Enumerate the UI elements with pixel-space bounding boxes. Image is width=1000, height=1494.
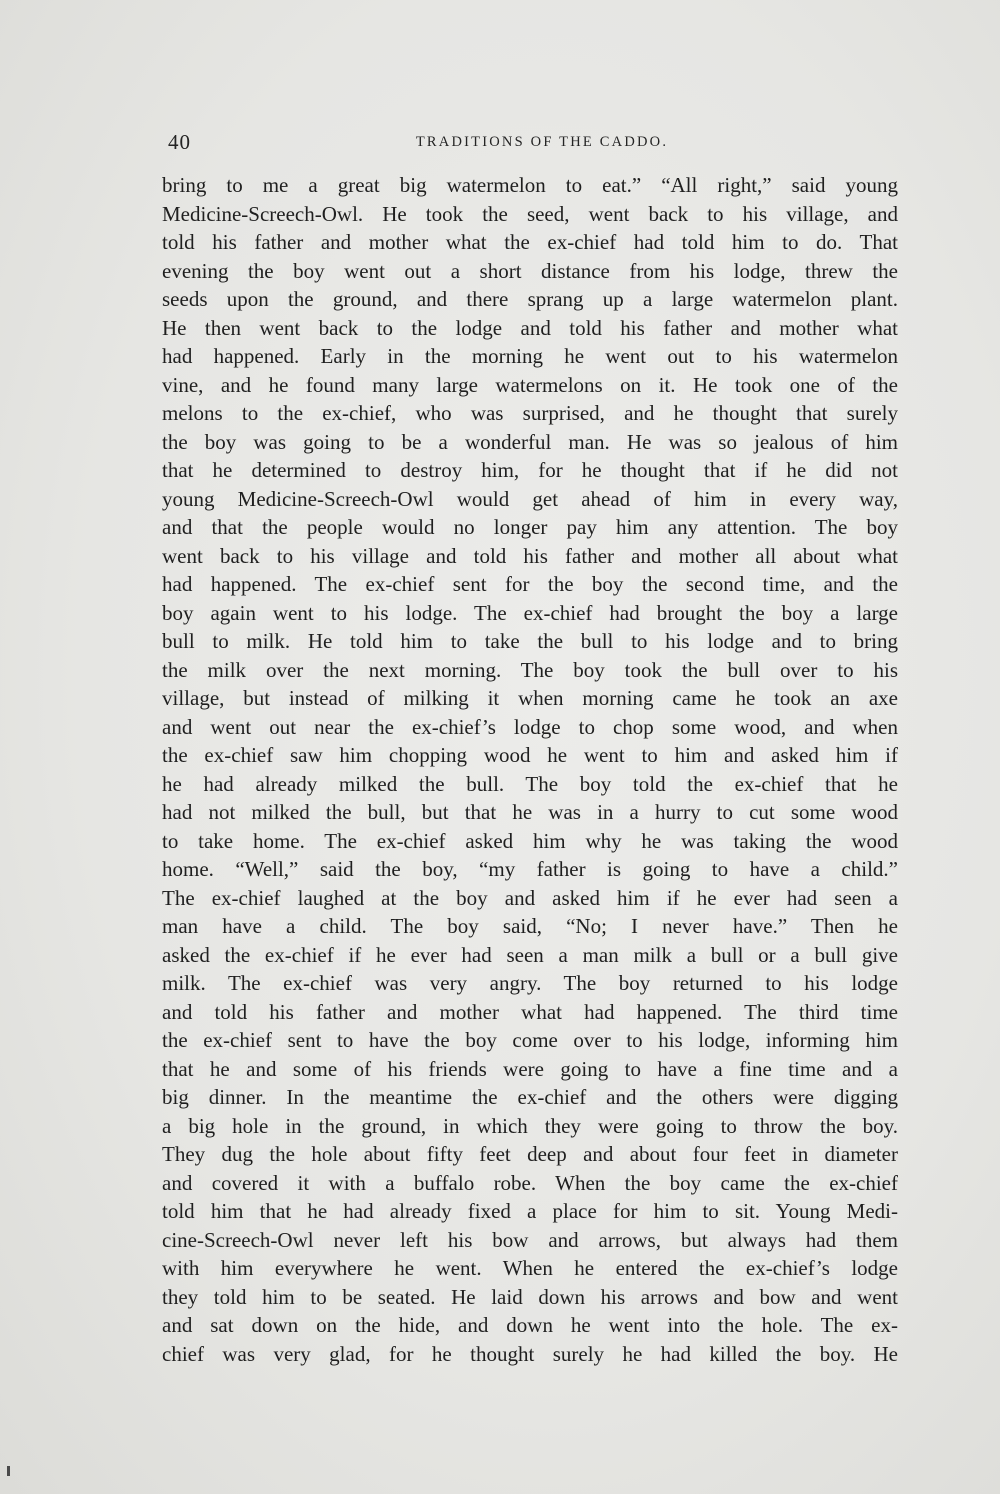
body-line: that he and some of his friends were going to have a fine time and a	[162, 1056, 898, 1081]
body-line: man have a child. The boy said, “No; I never have.” Then he	[162, 914, 898, 938]
body-line: had happened. Early in the morning he went out to his watermelon	[162, 344, 898, 368]
body-line: the ex-chief saw him chopping wood he went to him and asked him if	[162, 743, 898, 767]
body-line: cine-Screech-Owl never left his bow and arrows, but always had them	[162, 1227, 898, 1252]
body-line: with him everywhere he went. When he entered the ex-chief’s lodge	[162, 1256, 898, 1280]
body-line: had happened. The ex-chief sent for the boy the second time, and the	[162, 572, 898, 596]
page-header	[168, 130, 890, 160]
margin-mark	[7, 1466, 10, 1476]
body-line: young Medicine-Screech-Owl would get ahead of him in every way,	[162, 486, 898, 511]
body-line: He then went back to the lodge and told his father and mother what	[162, 315, 898, 340]
body-line: vine, and he found many large watermelons on it. He took one of the	[162, 372, 898, 397]
body-line: the ex-chief sent to have the boy come over to his lodge, informing him	[162, 1028, 898, 1052]
page-number: 40	[168, 130, 191, 154]
body-line: and that the people would no longer pay him any attention. The boy	[162, 515, 898, 539]
body-line: and covered it with a buffalo robe. When the boy came the ex-chief	[162, 1170, 898, 1195]
running-head: TRADITIONS OF THE CADDO.	[415, 134, 669, 150]
body-line: the boy was going to be a wonderful man. He was so jealous of him	[162, 429, 898, 454]
body-line: had not milked the bull, but that he was in a hurry to cut some wood	[162, 800, 898, 824]
body-line: bring to me a great big watermelon to eat.” “All right,” said young	[162, 173, 898, 197]
body-line: that he determined to destroy him, for he thought that if he did not	[162, 458, 898, 482]
body-line: bull to milk. He told him to take the bull to his lodge and to bring	[162, 629, 898, 653]
body-line: told him that he had already fixed a place for him to sit. Young Medi-	[162, 1199, 898, 1223]
body-line: to take home. The ex-chief asked him why he was taking the wood	[162, 828, 898, 853]
body-line: went back to his village and told his father and mother all about what	[162, 543, 898, 568]
body-line: and told his father and mother what had happened. The third time	[162, 999, 898, 1024]
body-line: melons to the ex-chief, who was surprised, and he thought that surely	[162, 401, 898, 425]
body-line: milk. The ex-chief was very angry. The boy returned to his lodge	[162, 971, 898, 995]
body-line: he had already milked the bull. The boy told the ex-chief that he	[162, 771, 898, 796]
body-line: and went out near the ex-chief’s lodge to chop some wood, and when	[162, 714, 898, 739]
body-line: village, but instead of milking it when morning came he took an axe	[162, 686, 898, 710]
body-line: chief was very glad, for he thought surely he had killed the boy. He	[162, 1341, 898, 1366]
body-line: home. “Well,” said the boy, “my father is going to have a child.”	[162, 857, 898, 881]
body-line: seeds upon the ground, and there sprang up a large watermelon plant.	[162, 287, 898, 311]
body-line: Medicine-Screech-Owl. He took the seed, went back to his village, and	[162, 201, 898, 226]
body-line: a big hole in the ground, in which they were going to throw the boy.	[162, 1113, 898, 1138]
body-line: boy again went to his lodge. The ex-chief had brought the boy a large	[162, 600, 898, 625]
body-line: evening the boy went out a short distance from his lodge, threw the	[162, 258, 898, 283]
body-line: and sat down on the hide, and down he went into the hole. The ex-	[162, 1313, 898, 1337]
body-line: they told him to be seated. He laid down his arrows and bow and went	[162, 1284, 898, 1309]
body-text	[162, 171, 898, 1368]
body-line: big dinner. In the meantime the ex-chief and the others were digging	[162, 1085, 898, 1109]
body-line: the milk over the next morning. The boy took the bull over to his	[162, 657, 898, 682]
body-line: asked the ex-chief if he ever had seen a man milk a bull or a bull give	[162, 942, 898, 967]
body-line: told his father and mother what the ex-chief had told him to do. That	[162, 230, 898, 254]
body-line: The ex-chief laughed at the boy and asked him if he ever had seen a	[162, 885, 898, 910]
body-line: They dug the hole about fifty feet deep and about four feet in diameter	[162, 1142, 898, 1166]
